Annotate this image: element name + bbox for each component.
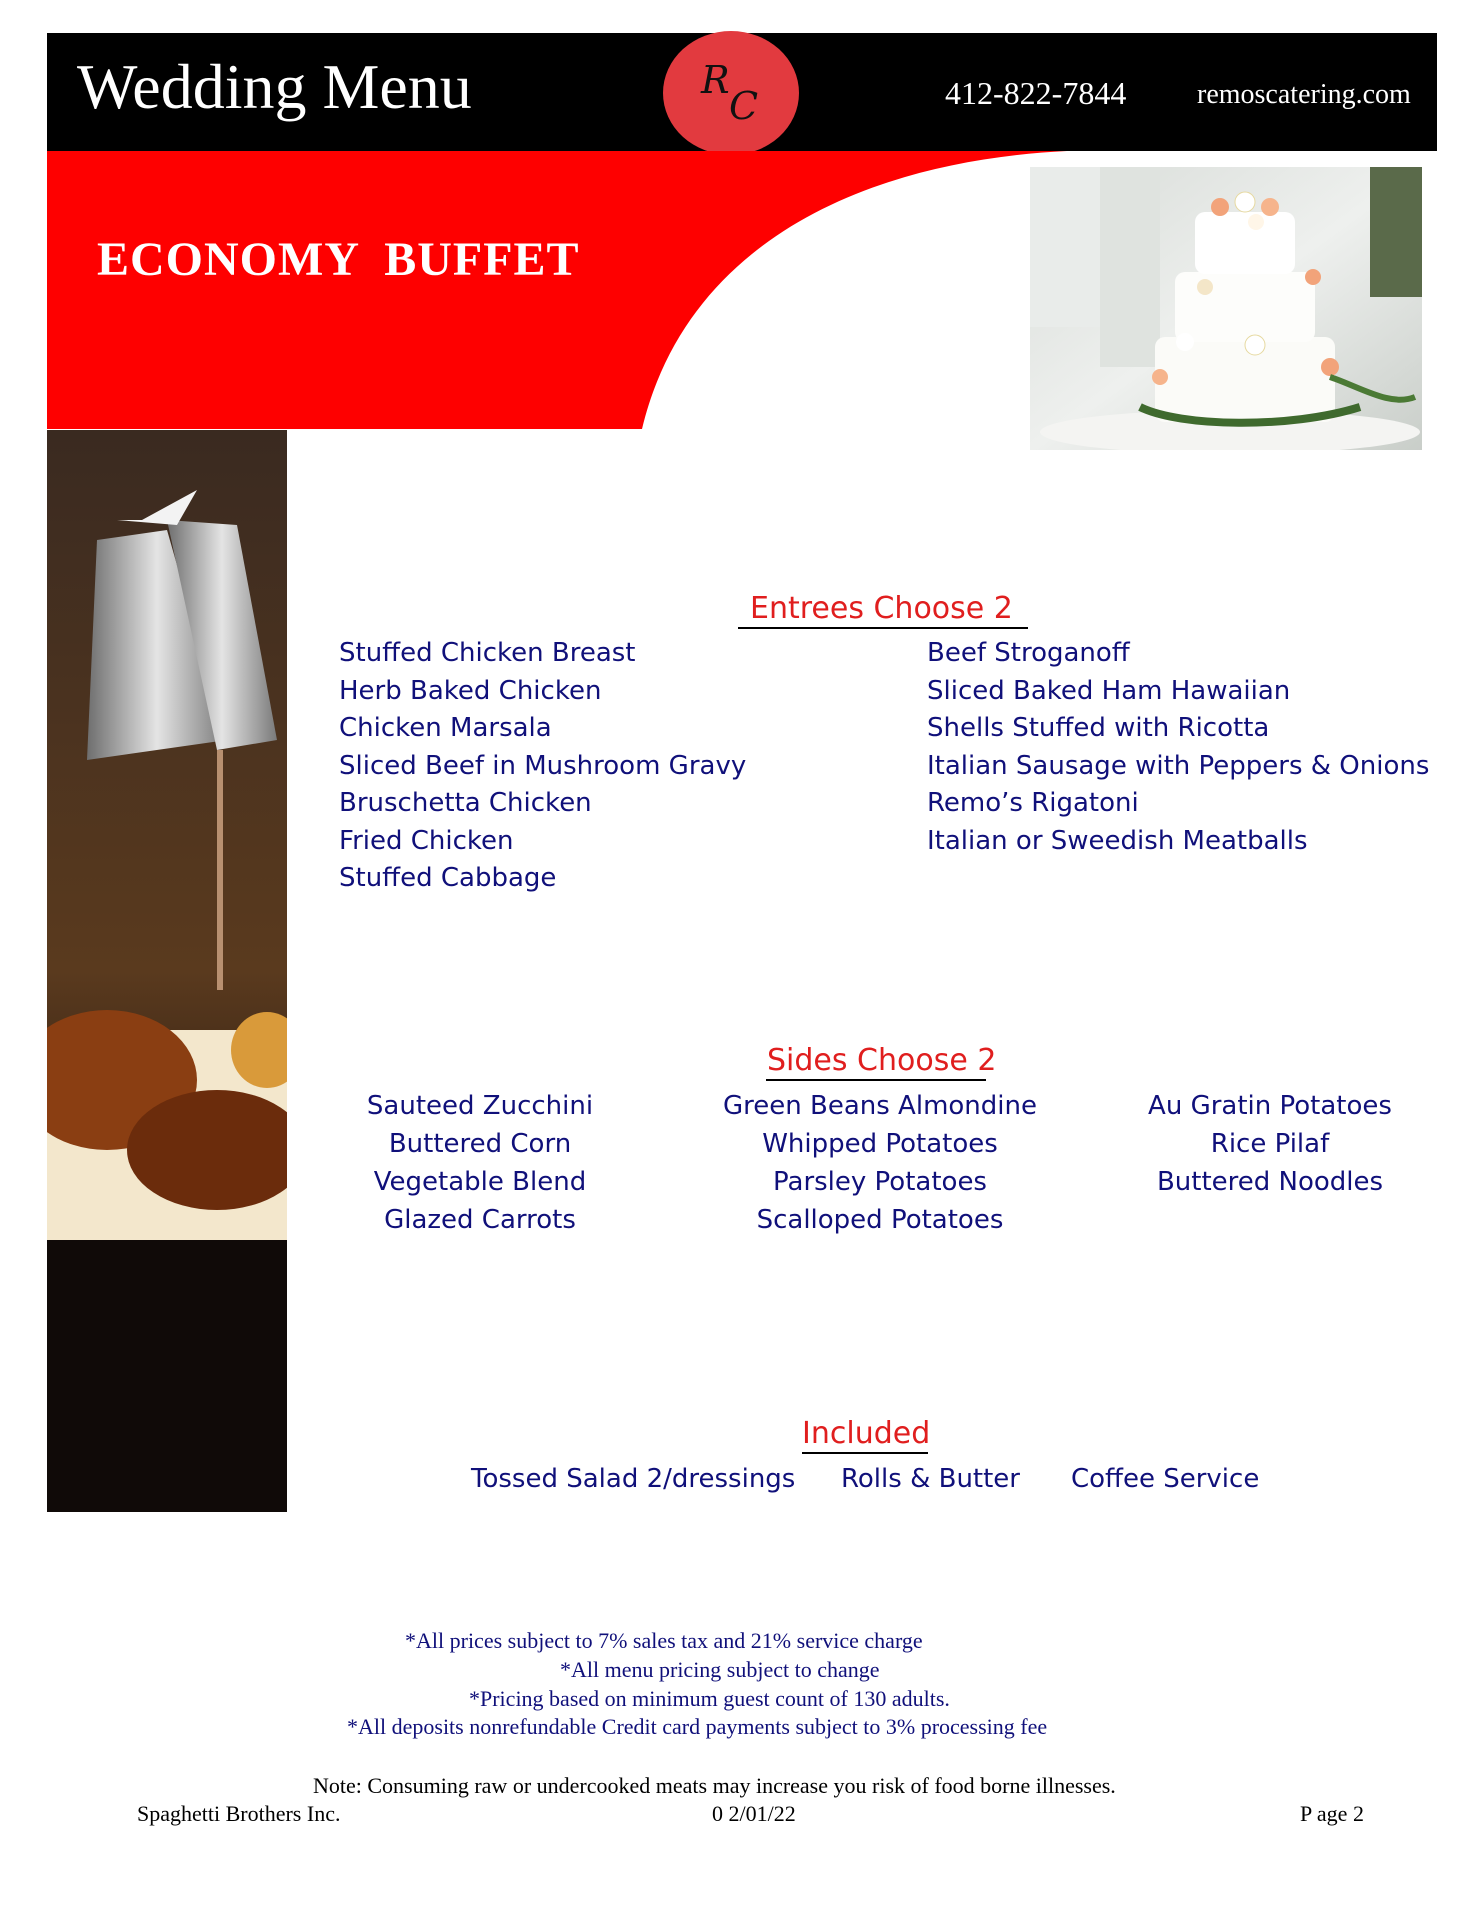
page-title: Wedding Menu (77, 51, 472, 122)
food-safety-note: Note: Consuming raw or undercooked meats may increase you risk of food borne illnesses. (313, 1773, 1116, 1798)
entree-item: Sliced Baked Ham Hawaiian (927, 676, 1291, 706)
disclaimer-line: *All menu pricing subject to change (560, 1657, 880, 1682)
footer-date: 0 2/01/22 (712, 1801, 796, 1826)
entree-item: Beef Stroganoff (927, 638, 1130, 668)
logo-letter-r: R (701, 58, 730, 102)
entrees-underline (738, 627, 1028, 629)
entrees-heading: Entrees Choose 2 (750, 591, 1013, 626)
entree-item: Shells Stuffed with Ricotta (927, 713, 1270, 743)
disclaimer-line: *All deposits nonrefundable Credit card payments subject to 3% processing fee (347, 1714, 1048, 1739)
entree-item: Chicken Marsala (339, 713, 552, 743)
entree-item: Stuffed Cabbage (339, 863, 557, 893)
entree-item: Bruschetta Chicken (339, 788, 592, 818)
disclaimer-line: *Pricing based on minimum guest count of 130 adults. (469, 1686, 950, 1711)
entree-item: Italian Sausage with Peppers & Onions (927, 751, 1430, 781)
entree-item: Remo’s Rigatoni (927, 788, 1139, 818)
phone-number: 412-822-7844 (945, 75, 1127, 111)
included-item: Rolls & Butter (841, 1464, 1020, 1494)
side-item: Glazed Carrots (384, 1205, 576, 1235)
side-item: Buttered Corn (388, 1129, 572, 1159)
side-item: Vegetable Blend (373, 1167, 587, 1197)
sides-underline (766, 1079, 986, 1081)
footer-page-number: P age 2 (1300, 1801, 1364, 1826)
disclaimer-line: *All prices subject to 7% sales tax and 21% service charge (405, 1628, 923, 1653)
entree-item: Herb Baked Chicken (339, 676, 602, 706)
included-heading: Included (802, 1416, 931, 1451)
side-item: Rice Pilaf (1210, 1129, 1330, 1159)
entree-item: Sliced Beef in Mushroom Gravy (339, 751, 747, 781)
wedding-cake-image (1030, 167, 1422, 450)
rc-logo (663, 31, 799, 155)
website: remoscatering.com (1197, 79, 1411, 110)
side-item: Parsley Potatoes (773, 1167, 987, 1197)
side-item: Scalloped Potatoes (756, 1205, 1004, 1235)
buffet-food-image (47, 430, 287, 1512)
footer-company: Spaghetti Brothers Inc. (137, 1801, 341, 1826)
side-item: Green Beans Almondine (723, 1091, 1037, 1121)
logo-letter-c: C (729, 84, 759, 128)
entree-item: Italian or Sweedish Meatballs (927, 826, 1308, 856)
buffet-heading: ECONOMY BUFFET (97, 233, 580, 286)
sides-heading: Sides Choose 2 (767, 1043, 997, 1078)
side-item: Au Gratin Potatoes (1148, 1091, 1392, 1121)
included-item: Tossed Salad 2/dressings (471, 1464, 796, 1494)
side-item: Buttered Noodles (1156, 1167, 1384, 1197)
included-underline (802, 1452, 928, 1454)
entree-item: Stuffed Chicken Breast (339, 638, 636, 668)
side-item: Sauteed Zucchini (366, 1091, 594, 1121)
side-item: Whipped Potatoes (762, 1129, 998, 1159)
included-item: Coffee Service (1071, 1464, 1260, 1494)
entree-item: Fried Chicken (339, 826, 514, 856)
